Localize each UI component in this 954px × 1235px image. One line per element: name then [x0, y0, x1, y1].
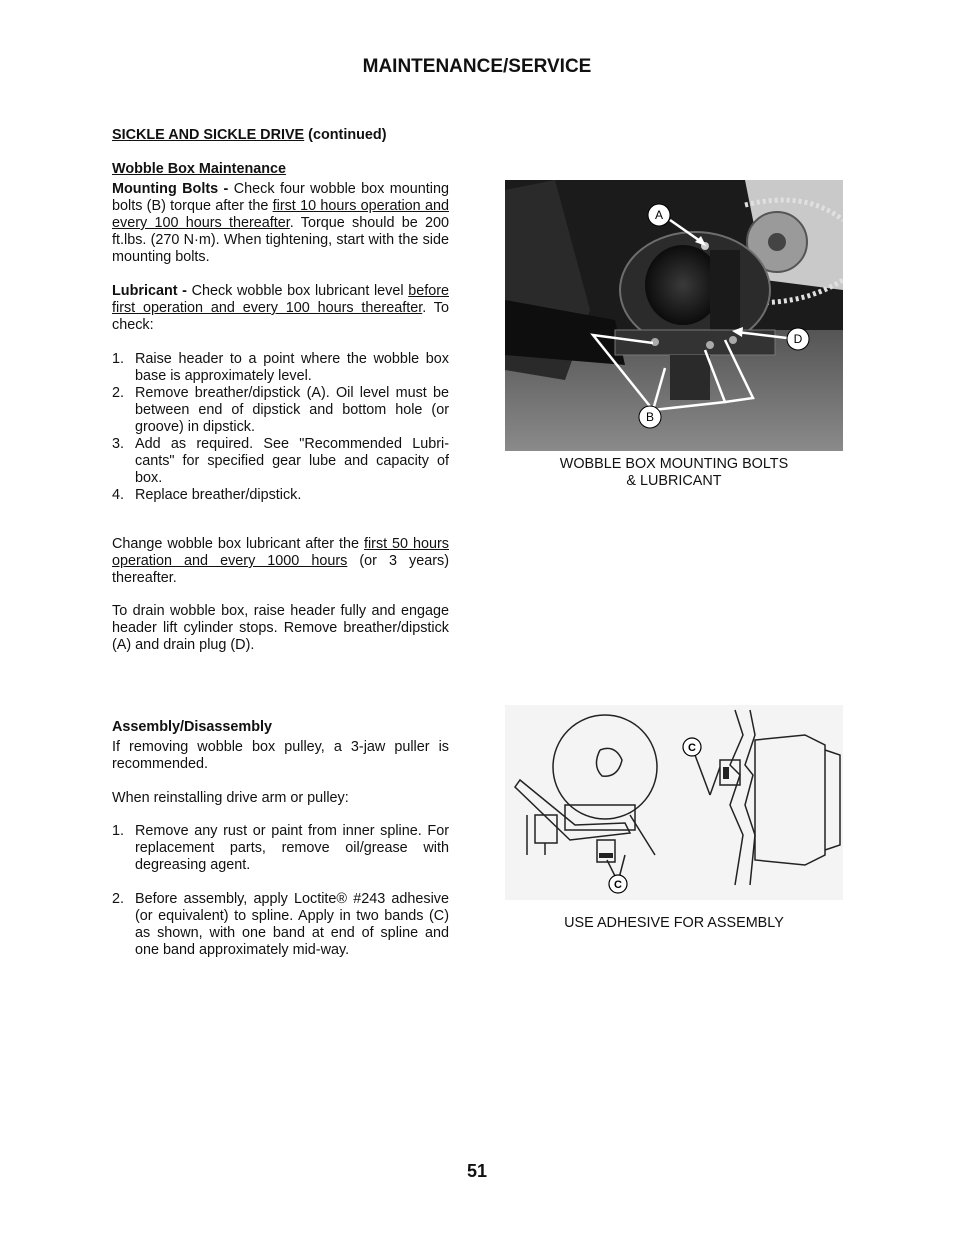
- callout-d-label: D: [793, 332, 803, 346]
- assembly-text-2: When reinstalling drive arm or pulley:: [112, 790, 349, 806]
- step-text: Before assembly, apply Loctite® #243 adhesive (or equivalent) to spline. Apply in two bands (C) as shown, with one band at end of spline and one band approximately mid-way.: [135, 891, 449, 958]
- mounting-bolts-paragraph: [112, 181, 449, 266]
- wobble-arm: [710, 250, 740, 330]
- step-text: Raise header to a point where the wobble box base is approximately level.: [135, 351, 449, 384]
- callout-c-lower-label: C: [614, 879, 622, 891]
- assembly-paragraph-1: [112, 739, 449, 773]
- step-number: 2.: [112, 385, 125, 401]
- mounting-text-1: Check four wobble box mounting bolts (B) torque after the: [112, 181, 449, 214]
- change-text-2: (or 3 years) thereafter.: [112, 553, 449, 586]
- diagram-background: [505, 705, 843, 900]
- figure1-caption-line1: WOBBLE BOX MOUNTING BOLTS: [559, 456, 789, 472]
- wobble-heading: Wobble Box Maintenance: [112, 161, 287, 178]
- list-item: [112, 891, 449, 959]
- assembly-steps: [112, 823, 449, 959]
- mounting-interval: first 10 hours operation and every 100 hours thereafter: [112, 198, 449, 231]
- step-text: Remove breather/dipstick (A). Oil level must be between end of dipstick and bottom hole (or groove) in dipstick.: [135, 385, 449, 435]
- section-heading: [112, 127, 449, 144]
- adhesive-diagram: [505, 705, 843, 900]
- drain-paragraph: [112, 603, 449, 654]
- drain-text: To drain wobble box, raise header fully and engage header lift cylinder stops. Remove breather/dipstick (A) and drain plug (D).: [112, 603, 449, 653]
- figure1-caption: [505, 456, 843, 490]
- wobble-box-photo: [505, 180, 843, 451]
- lubricant-text-1: Check wobble box lubricant level: [191, 283, 409, 299]
- step-number: 2.: [112, 891, 125, 907]
- drain-plug: [729, 336, 737, 344]
- callout-a-label: A: [654, 208, 664, 222]
- lubricant-interval: before first operation and every 100 hours thereafter: [112, 283, 449, 316]
- change-lubricant-paragraph: [112, 536, 449, 587]
- section-continued: (continued): [304, 127, 387, 144]
- list-item: [112, 487, 449, 504]
- assembly-paragraph-2: [112, 790, 449, 807]
- section-title: SICKLE AND SICKLE DRIVE: [112, 127, 305, 144]
- adhesive-band: [599, 853, 613, 858]
- callout-b-label: B: [645, 410, 655, 424]
- figure1-caption-line2: & LUBRICANT: [626, 473, 722, 489]
- step-text: Replace breather/dipstick.: [135, 487, 302, 503]
- mounting-label: Mounting Bolts -: [112, 181, 234, 197]
- step-text: Remove any rust or paint from inner spline. For replacement parts, remove oil/grease with degreasing agent.: [135, 823, 449, 873]
- lubricant-text-2: . To check:: [112, 300, 450, 333]
- step-number: 4.: [112, 487, 125, 503]
- mounting-text-2: . Torque should be 200 ft.lbs. (270 N·m). When tightening, start with the side mounting bolts.: [112, 215, 450, 265]
- lubricant-paragraph: [112, 283, 449, 334]
- adhesive-band: [723, 767, 729, 779]
- step-number: 1.: [112, 823, 125, 839]
- list-item: [112, 823, 449, 874]
- page-title: MAINTENANCE/SERVICE: [362, 56, 592, 77]
- list-item: [112, 436, 449, 487]
- change-text-1: Change wobble box lubricant after the: [112, 536, 364, 552]
- step-text: Add as required. See "Recommended Lubri-cants" for specified gear lube and capacity of box.: [135, 436, 449, 486]
- callout-c-upper-label: C: [688, 742, 696, 754]
- assembly-text-1: If removing wobble box pulley, a 3-jaw puller is recommended.: [112, 739, 449, 772]
- change-interval: first 50 hours operation and every 1000 hours: [112, 536, 449, 569]
- figure2-caption: USE ADHESIVE FOR ASSEMBLY: [564, 915, 784, 931]
- lower-shaft: [670, 355, 710, 400]
- lubricant-check-steps: [112, 351, 449, 504]
- step-number: 3.: [112, 436, 125, 452]
- wobble-box-hub: [645, 245, 721, 325]
- lubricant-label: Lubricant -: [112, 283, 192, 299]
- assembly-heading: Assembly/Disassembly: [112, 719, 272, 736]
- list-item: [112, 385, 449, 436]
- mounting-bolt: [706, 341, 714, 349]
- step-number: 1.: [112, 351, 125, 367]
- page-number: 51: [466, 1161, 488, 1181]
- list-item: [112, 351, 449, 385]
- sprocket-hub: [768, 233, 786, 251]
